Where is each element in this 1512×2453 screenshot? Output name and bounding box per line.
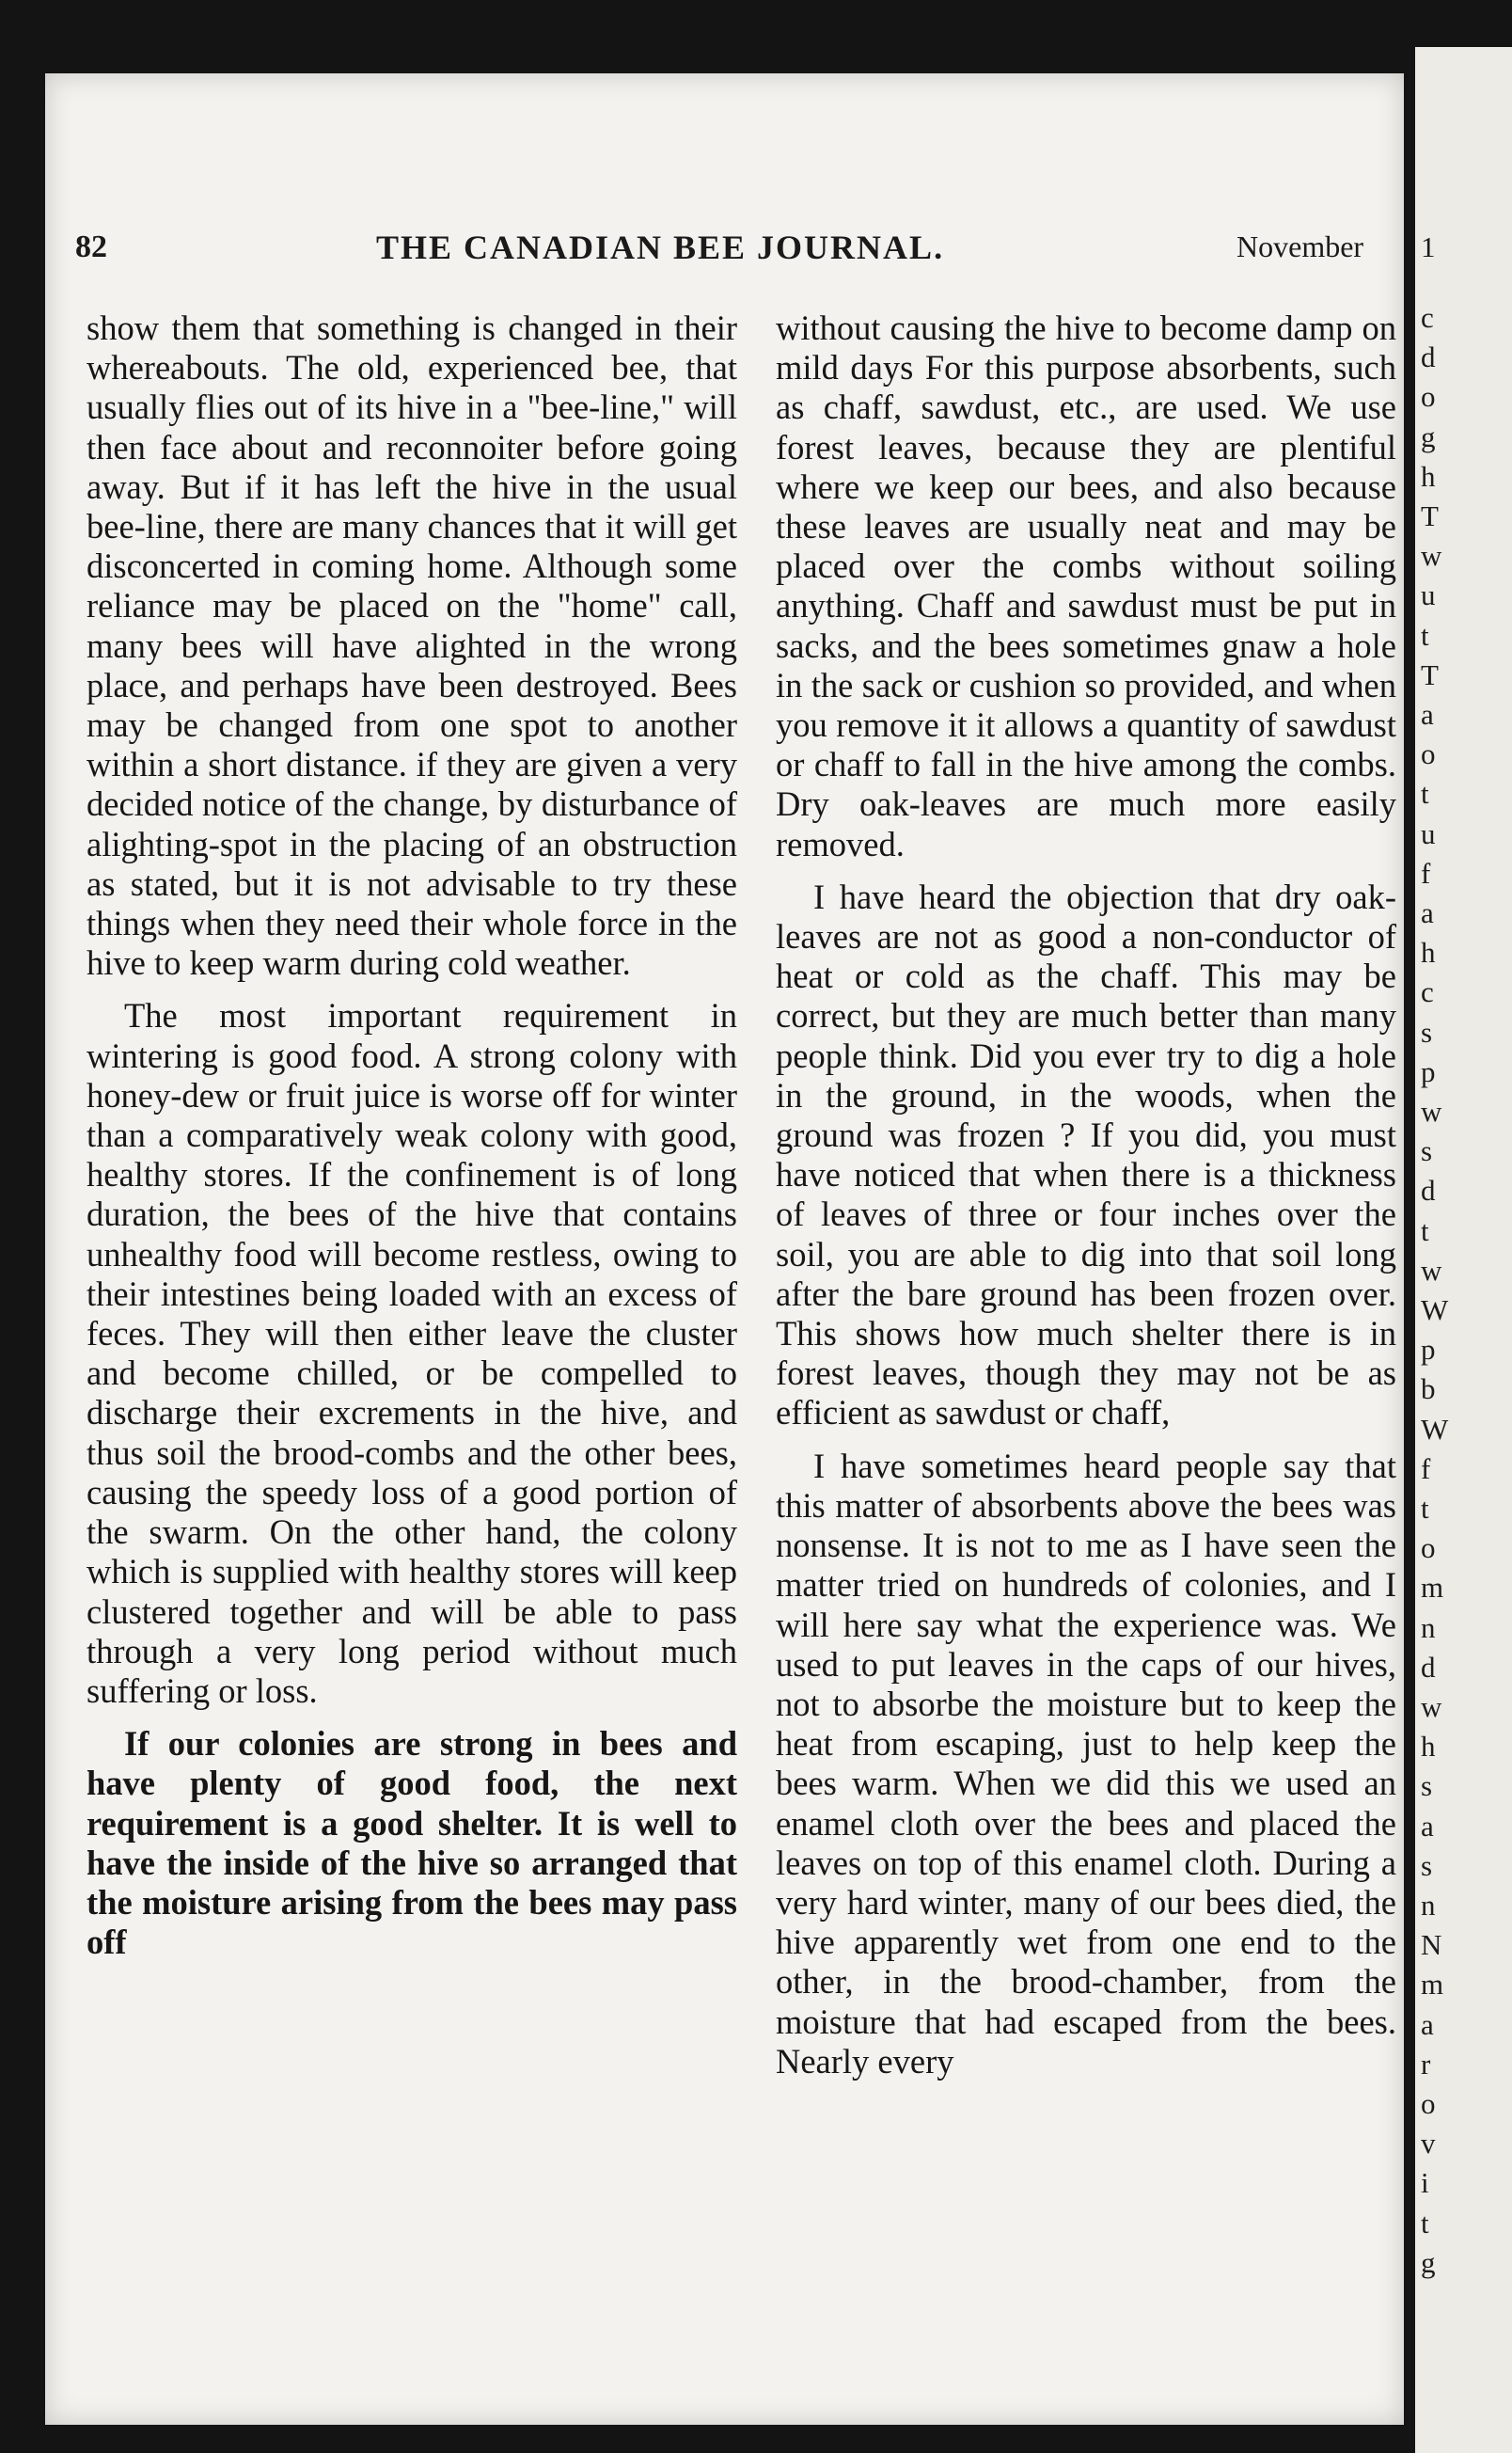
adjacent-page-fragment: u bbox=[1421, 816, 1436, 850]
adjacent-page-fragment: g bbox=[1421, 419, 1436, 453]
adjacent-page-fragment: s bbox=[1421, 1769, 1433, 1803]
adjacent-page-fragment: o bbox=[1421, 737, 1436, 771]
adjacent-page-fragment: h bbox=[1421, 459, 1436, 493]
paragraph: The most important requirement in wintering is good food. A strong colony with honey-dew or fruit juice is worse off for winter than a comparatively weak colony with good, healthy stores. If the confinement is of long duration, the bees of the hive that contains unhealthy food will become restless, owing to their intestines being loaded with an excess of feces. They will then either leave the cluster and become chilled, or be compelled to discharge their excrements in the hive, and thus soil the brood-combs and the other bees, causing the speedy loss of a good portion of the swarm. On the other hand, the colony which is supplied with healthy stores will keep clustered together and will be able to pass through a very long period without much suffering or loss. bbox=[87, 996, 737, 1710]
paragraph: I have sometimes heard people say that this matter of absorbents above the bees was nonsense. It is not to me as I have seen the matter tried on hundreds of colonies, and I will here say what the experience was. We used to put leaves in the caps of our hives, not to absorbe the moisture but to keep the heat from escaping, just to help keep the bees warm. When we did this we used an enamel cloth over the bees and placed the leaves on top of this enamel cloth. During a very hard winter, many of our bees died, the hive apparently wet from one end to the other, in the brood-chamber, from the moisture that had escaped from the bees. Nearly every bbox=[776, 1446, 1396, 2081]
adjacent-page-fragment: n bbox=[1421, 1610, 1436, 1644]
paragraph: I have heard the objection that dry oak-leaves are not as good a non-conductor of heat or cold as the chaff. This may be correct, but they are much better than many people think. Did you ever try to dig a hole in the ground, in the woods, when the ground was frozen ? If you did, you must have noticed that when there is a thickness of leaves of three or four inches over the soil, you are able to dig into that soil long after the bare ground has been frozen over. This shows how much shelter there is in forest leaves, though they may not be as efficient as sawdust or chaff, bbox=[776, 877, 1396, 1432]
running-header bbox=[38, 143, 1373, 266]
adjacent-page-fragment: d bbox=[1421, 1174, 1436, 1208]
adjacent-page-fragment: r bbox=[1421, 2047, 1431, 2081]
adjacent-page-fragment: t bbox=[1421, 1213, 1429, 1247]
adjacent-page-fragment: o bbox=[1421, 2087, 1436, 2120]
adjacent-page-fragment: w bbox=[1421, 1253, 1442, 1287]
adjacent-page-fragment: d bbox=[1421, 1650, 1436, 1684]
adjacent-page-fragment: a bbox=[1421, 698, 1434, 731]
issue-month: November bbox=[1236, 229, 1364, 263]
adjacent-page-fragment: c bbox=[1421, 975, 1434, 1009]
adjacent-page-fragment: o bbox=[1421, 380, 1436, 414]
paragraph: show them that something is changed in their whereabouts. The old, experienced bee, that usually flies out of its hive in a "bee-line," will then face about and reconnoiter before going away. But if it has left the hive in the usual bee-line, there are many chances that it will get disconcerted in coming home. Although some reliance may be placed on the "home" call, many bees will have alighted in the wrong place, and perhaps have been destroyed. Bees may be changed from one spot to another within a short distance. if they are given a very decided notice of the change, by disturbance of alighting-spot in the placing of an obstruction as stated, but it is not advisable to try these things when they need their whole force in the hive to keep warm during cold weather. bbox=[87, 309, 737, 983]
right-column bbox=[776, 309, 1396, 2095]
adjacent-page-fragment: t bbox=[1421, 618, 1429, 652]
adjacent-page-fragment: t bbox=[1421, 2206, 1429, 2239]
adjacent-page-fragment: c bbox=[1421, 301, 1434, 334]
adjacent-page-fragment: p bbox=[1421, 1333, 1436, 1367]
adjacent-page-fragment: T bbox=[1421, 657, 1439, 691]
adjacent-page-fragment: w bbox=[1421, 1690, 1442, 1723]
adjacent-page-fragment: b bbox=[1421, 1372, 1436, 1406]
adjacent-page-fragment: h bbox=[1421, 936, 1436, 970]
adjacent-page-fragment: f bbox=[1421, 856, 1431, 890]
adjacent-page-fragment: T bbox=[1421, 499, 1439, 532]
adjacent-page-fragment: d bbox=[1421, 340, 1436, 374]
page-number: 82 bbox=[75, 229, 107, 264]
adjacent-page-fragment: u bbox=[1421, 578, 1436, 612]
adjacent-page-fragment: W bbox=[1421, 1412, 1449, 1446]
adjacent-page-fragment: a bbox=[1421, 896, 1434, 929]
adjacent-page-fragment: W bbox=[1421, 1293, 1449, 1326]
adjacent-page-fragment: N bbox=[1421, 1928, 1442, 1962]
adjacent-page-fragment: n bbox=[1421, 1889, 1436, 1922]
adjacent-page-fragment: p bbox=[1421, 1054, 1436, 1088]
adjacent-page-fragment: s bbox=[1421, 1848, 1433, 1882]
paragraph: without causing the hive to become damp on mild days For this purpose absorbents, such as chaff, sawdust, etc., are used. We use forest leaves, because they are plentiful where we keep our bees, and also because these leaves are usually neat and may be placed over the combs without soiling anything. Chaff and sawdust must be put in sacks, and the bees sometimes gnaw a hole in the sack or cushion so provided, and when you remove it it allows a quantity of sawdust or chaff to fall in the hive among the combs. Dry oak-leaves are much more easily removed. bbox=[776, 309, 1396, 863]
journal-title: THE CANADIAN BEE JOURNAL. bbox=[376, 229, 945, 266]
adjacent-page-fragment: h bbox=[1421, 1730, 1436, 1764]
adjacent-page-fragment: w bbox=[1421, 539, 1442, 573]
adjacent-page-fragment: t bbox=[1421, 777, 1429, 811]
adjacent-page-fragment: o bbox=[1421, 1531, 1436, 1565]
adjacent-page-fragment: w bbox=[1421, 1095, 1442, 1128]
left-column bbox=[87, 309, 737, 1975]
adjacent-page-fragment: m bbox=[1421, 1968, 1444, 2002]
adjacent-page-fragment: a bbox=[1421, 2007, 1434, 2041]
adjacent-page-fragment: v bbox=[1421, 2127, 1436, 2160]
adjacent-page-fragment: 1 bbox=[1421, 230, 1436, 263]
adjacent-page-fragment: g bbox=[1421, 2245, 1436, 2279]
adjacent-page-fragment: t bbox=[1421, 1492, 1429, 1525]
adjacent-page-fragment: a bbox=[1421, 1809, 1434, 1843]
adjacent-page-edge bbox=[1415, 47, 1512, 2453]
adjacent-page-fragment: i bbox=[1421, 2166, 1429, 2200]
adjacent-page-fragment: m bbox=[1421, 1571, 1444, 1605]
adjacent-page-fragment: s bbox=[1421, 1134, 1433, 1168]
adjacent-page-fragment: f bbox=[1421, 1451, 1431, 1485]
paragraph: If our colonies are strong in bees and have plenty of good food, the next requirement is a good shelter. It is well to have the inside of the hive so arranged that the moisture arising from the bees may pass off bbox=[87, 1724, 737, 1962]
adjacent-page-fragment: s bbox=[1421, 1015, 1433, 1049]
